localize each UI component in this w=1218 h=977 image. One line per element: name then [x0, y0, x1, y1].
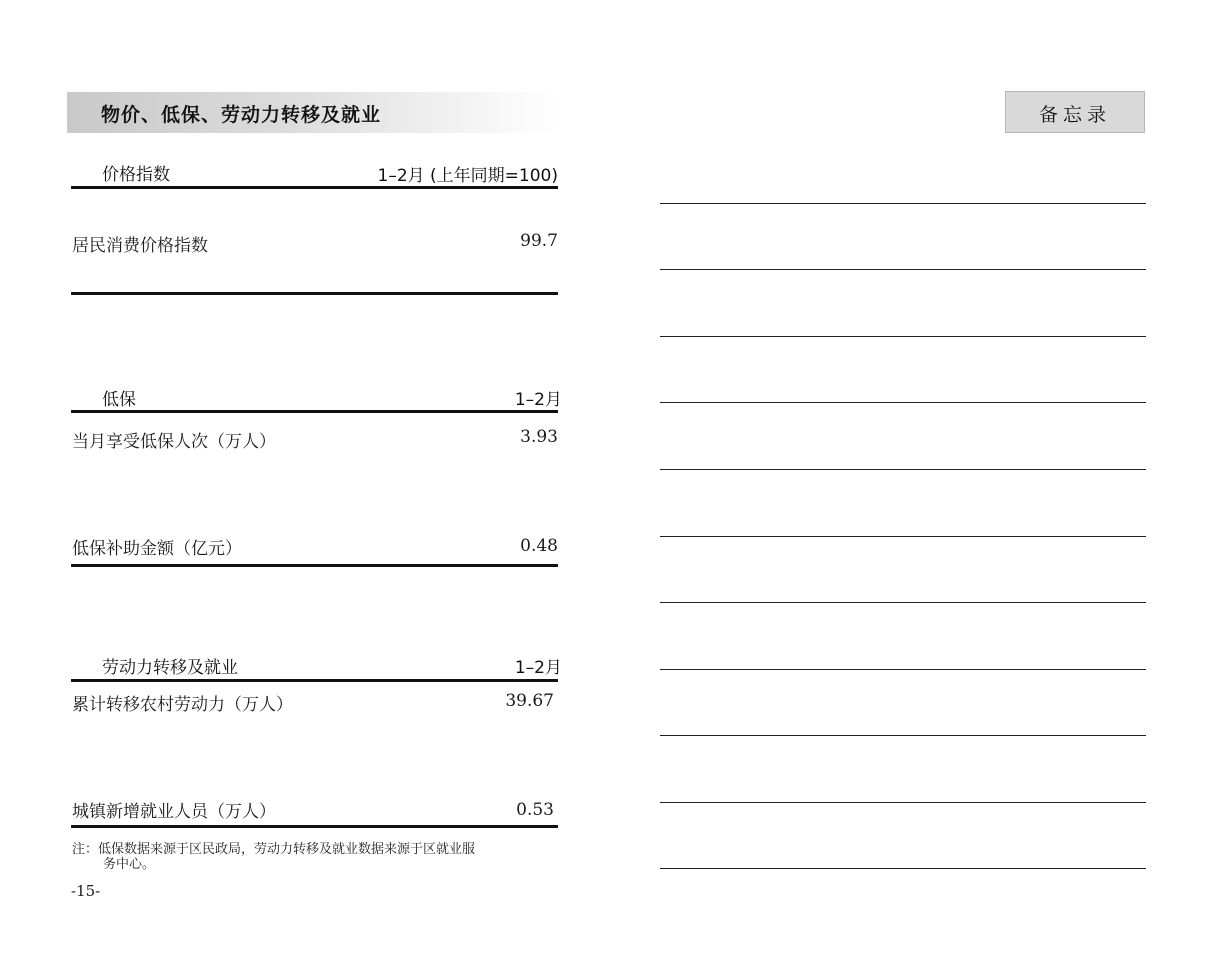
page-title: 物价、低保、劳动力转移及就业 — [101, 104, 382, 126]
urban-employment-label: 城镇新增就业人员（万人） — [72, 802, 276, 822]
cpi-value: 99.7 — [520, 231, 558, 251]
memo-line — [660, 203, 1146, 204]
memo-line — [660, 536, 1146, 537]
price-index-bottom-rule — [71, 292, 558, 295]
dibao-header-rule — [71, 410, 558, 413]
rural-labor-label: 累计转移农村劳动力（万人） — [72, 695, 293, 715]
dibao-amount-value: 0.48 — [520, 536, 558, 556]
memo-line — [660, 868, 1146, 869]
urban-employment-value: 0.53 — [516, 800, 554, 820]
memo-line — [660, 402, 1146, 403]
source-note — [72, 842, 475, 872]
rural-labor-value: 39.67 — [505, 691, 554, 711]
memo-line — [660, 602, 1146, 603]
memo-title: 备忘录 — [1038, 104, 1111, 126]
source-note-line-2: 务中心。 — [103, 857, 156, 872]
dibao-recipients-label: 当月享受低保人次（万人） — [72, 432, 276, 452]
memo-line — [660, 802, 1146, 803]
price-index-heading: 价格指数 — [102, 165, 170, 185]
price-index-period: 1–2月 (上年同期=100) — [377, 166, 558, 186]
memo-line — [660, 735, 1146, 736]
memo-line — [660, 336, 1146, 337]
labor-heading: 劳动力转移及就业 — [102, 658, 238, 678]
page-number: -15- — [71, 882, 101, 900]
section-banner — [67, 92, 557, 133]
dibao-period: 1–2月 — [514, 390, 562, 410]
cpi-label: 居民消费价格指数 — [72, 236, 208, 256]
dibao-bottom-rule — [71, 564, 558, 567]
memo-header — [1005, 91, 1145, 133]
memo-line — [660, 469, 1146, 470]
labor-header-rule — [71, 679, 558, 682]
dibao-amount-label: 低保补助金额（亿元） — [72, 539, 242, 559]
source-note-line-1: 注：低保数据来源于区民政局，劳动力转移及就业数据来源于区就业服 — [72, 842, 476, 857]
memo-line — [660, 669, 1146, 670]
labor-bottom-rule — [71, 825, 558, 828]
memo-line — [660, 269, 1146, 270]
dibao-heading: 低保 — [102, 390, 136, 410]
price-index-header-rule — [71, 186, 558, 189]
labor-period: 1–2月 — [514, 658, 562, 678]
dibao-recipients-value: 3.93 — [520, 427, 558, 447]
